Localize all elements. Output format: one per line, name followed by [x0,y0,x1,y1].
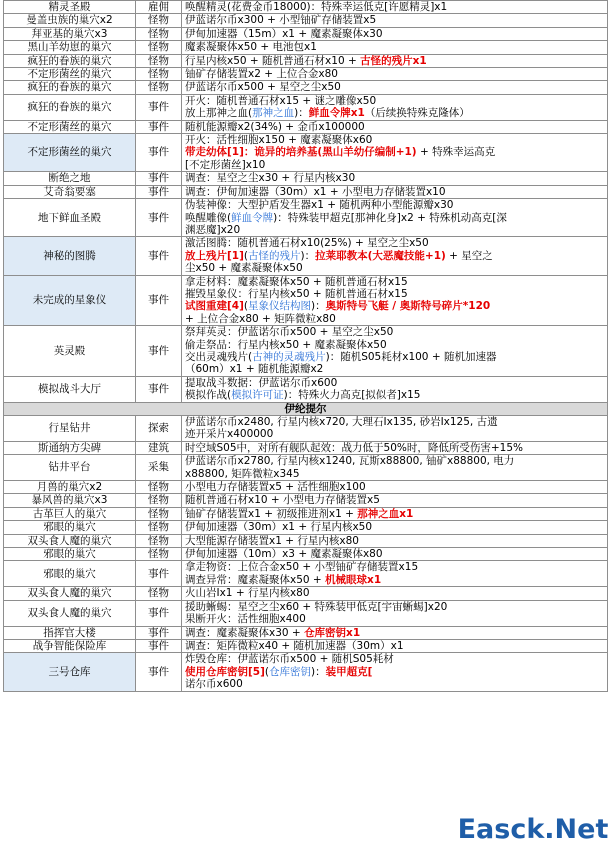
reward-text: 火山岩Ⅰx1 + 行星内核x80 [185,587,310,600]
reward-line [185,134,604,146]
reward-line [185,640,604,652]
reward-text: + 特殊幸运高克 [416,146,496,159]
type-cell: 事件 [136,199,182,237]
type-cell: 怪物 [136,548,182,561]
reward-text: )： [311,665,326,678]
table-row [4,600,608,626]
reward-text: )：特殊装甲超克[那神化身]x2 + 特殊机动高克[深 [273,211,507,224]
table-row [4,237,608,275]
reward-line [185,535,604,547]
location-name-cell: 疯狂的眷族的巢穴 [4,54,136,67]
reward-cell [182,376,608,402]
reward-text: 调查：星空之尘x30 + 行星内核x30 [185,172,356,185]
reward-text: )： [294,107,309,120]
reward-line [185,666,604,678]
reward-text: 开火：随机普通石材x15 + 谜之雕像x50 [185,94,377,107]
reward-cell [182,81,608,94]
reward-text: ( [243,249,249,262]
reward-line [185,548,604,560]
reward-text: 伊蓝诺尔币x2480, 行星内核x720, 大理石Ⅰx135, 砂岩Ⅰx125, 古遗 [185,416,498,428]
reward-text: 唤醒精灵(花费金币18000)：特殊幸运低克[许愿精灵]x1 [185,1,448,13]
location-name-cell: 钻井平台 [4,455,136,481]
reward-line [185,199,604,211]
reward-line [185,276,604,288]
reward-line [185,601,604,613]
key-item-text: 拉莱耶教本(大恶魔技能+1) [315,249,446,262]
reward-text: 随机普通石材x10 + 小型电力存储装置x5 [185,494,380,507]
reward-text: 伊蓝诺尔币x2780, 行星内核x1240, 瓦斯x88800, 铀矿x88800, 电力 [185,455,515,468]
reward-text: 提取战斗数据：伊蓝诺尔币x600 [185,376,338,389]
type-cell: 事件 [136,275,182,326]
reward-cell [182,534,608,547]
required-item-text: 星象仪结构图 [248,300,312,313]
reward-cell [182,481,608,494]
reward-line [185,41,604,53]
reward-line [185,95,604,107]
reward-cell [182,416,608,442]
key-item-text: 鲜血令牌x1 [308,107,365,120]
reward-line [185,455,604,467]
reward-text: 铀矿存储装置x2 + 上位合金x80 [185,68,338,81]
table-row [4,27,608,40]
reward-text: 随机能源瓣x2(34%) + 金币x100000 [185,120,365,133]
reward-line [185,313,604,325]
reward-line [185,561,604,573]
location-name-cell: 三号仓库 [4,653,136,691]
reward-line [185,262,604,274]
location-name-cell: 地下鲜血圣殿 [4,199,136,237]
reward-line [185,121,604,133]
reward-line [185,14,604,26]
table-row [4,481,608,494]
type-cell: 怪物 [136,14,182,27]
reward-line [185,351,604,363]
reward-cell [182,653,608,691]
location-name-cell: 古革巨人的巢穴 [4,507,136,520]
location-name-cell: 指挥官大楼 [4,626,136,639]
key-item-text: 机械眼球x1 [325,573,382,586]
required-item-text: 那神之血 [252,107,295,120]
reward-cell [182,185,608,198]
type-cell: 事件 [136,172,182,185]
reward-text: 铀矿存储装置x1 + 初级推进剂x1 + [185,507,358,520]
reward-line [185,416,604,428]
required-item-text: 仓库密钥 [269,665,312,678]
type-cell: 事件 [136,639,182,652]
reward-text: 放上那神之血( [185,107,253,120]
reward-text: 交出灵魂残片( [185,350,253,363]
location-name-cell: 战争智能保险库 [4,639,136,652]
key-item-text: 放上残片[1] [185,249,244,262]
table-row [4,81,608,94]
type-cell: 建筑 [136,441,182,454]
location-name-cell: 疯狂的眷族的巢穴 [4,94,136,120]
site-watermark [457,806,609,852]
table-row [4,14,608,27]
type-cell: 怪物 [136,587,182,600]
table-row [4,521,608,534]
reward-line [185,146,604,158]
reward-text: 摧毁星象仪：行星内核x50 + 随机普通石材x15 [185,287,408,300]
required-item-text: 模拟许可证 [231,389,284,402]
reward-text: 伪装神像：大型护盾发生器x1 + 随机两种小型能源瓣x30 [185,199,454,212]
reward-line [185,186,604,198]
table-row [4,587,608,600]
type-cell: 怪物 [136,27,182,40]
reward-text: 开火：活性细胞x150 + 魔素凝聚体x60 [185,134,373,147]
reward-line [185,81,604,93]
location-name-cell: 双头食人魔的巢穴 [4,600,136,626]
location-name-cell: 双头食人魔的巢穴 [4,534,136,547]
reward-line [185,653,604,665]
reward-cell [182,326,608,377]
type-cell: 事件 [136,653,182,691]
reward-text: 炸毁仓库：伊蓝诺尔币x500 + 随机S05耗材 [185,653,394,666]
reward-text: [不定形菌丝]x10 [185,158,266,171]
type-cell: 事件 [136,120,182,133]
type-cell: 事件 [136,94,182,120]
reward-text: + 星空之 [445,249,493,262]
reward-text: 调查：矩阵微粒x40 + 随机加速器（30m）x1 [185,639,404,652]
table-row [4,326,608,377]
reward-cell [182,199,608,237]
type-cell: 怪物 [136,41,182,54]
reward-text: 唤醒雕像( [185,211,232,224]
reward-text: 时空域S05中，对所有舰队起效：战力低于50%时，降低所受伤害+15% [185,441,523,454]
location-name-cell: 拜亚基的巢穴x3 [4,27,136,40]
location-name-cell: 邪眼的巢穴 [4,548,136,561]
reward-text: + 上位合金x80 + 矩阵微粒x80 [185,312,336,325]
reward-text: 伊甸加速器（10m）x3 + 魔素凝聚体x80 [185,548,383,561]
reward-text: 祭拜英灵：伊蓝诺尔币x500 + 星空之尘x50 [185,326,394,339]
location-name-cell: 艾奇翁要塞 [4,185,136,198]
reward-cell [182,494,608,507]
reward-line [185,339,604,351]
location-name-cell: 双头食人魔的巢穴 [4,587,136,600]
reward-line [185,613,604,625]
reward-text: 渊恶魔]x20 [185,223,241,236]
reward-text: 援助蜥蜴：星空之尘x60 + 特殊装甲低克[宇宙蜥蜴]x20 [185,600,448,613]
reward-line [185,521,604,533]
table-row [4,172,608,185]
reward-line [185,428,604,440]
reward-text: 行星内核x50 + 随机普通石材x10 + [185,54,361,67]
reward-cell [182,507,608,520]
reward-text: 魔素凝聚体x50 + 电池包x1 [185,41,317,54]
type-cell: 事件 [136,561,182,587]
key-item-text: 使用仓库密钥[5] [185,665,265,678]
reward-text: 诺尔币x600 [185,678,243,691]
loot-table [3,0,608,692]
reward-text: 小型电力存储装置x5 + 活性细胞x100 [185,481,366,494]
reward-text: )： [300,249,316,262]
type-cell: 怪物 [136,494,182,507]
reward-text: 果断开火：活性细胞x400 [185,613,306,626]
table-row [4,626,608,639]
table-row [4,639,608,652]
reward-line [185,627,604,639]
table-row [4,275,608,326]
reward-cell [182,626,608,639]
reward-text: 拿走材料：魔素凝聚体x50 + 随机普通石材x15 [185,275,408,288]
type-cell: 怪物 [136,507,182,520]
reward-cell [182,94,608,120]
reward-cell [182,275,608,326]
type-cell: 事件 [136,134,182,172]
location-name-cell: 精灵圣殿 [4,1,136,14]
key-item-text: 仓库密钥x1 [304,626,361,639]
reward-cell [182,1,608,14]
location-name-cell: 模拟战斗大厅 [4,376,136,402]
type-cell: 事件 [136,626,182,639]
reward-line [185,389,604,401]
location-name-cell: 断绝之地 [4,172,136,185]
reward-text: 大型能源存储装置x1 + 行星内核x80 [185,534,359,547]
key-item-text: 试图重建[4] [185,300,244,313]
reward-text: 迹开采片x400000 [185,428,274,441]
location-name-cell: 未完成的星象仪 [4,275,136,326]
type-cell: 事件 [136,600,182,626]
reward-text: 拿走物资：上位合金x50 + 小型铀矿存储装置x15 [185,561,419,574]
location-name-cell: 不定形菌丝的巢穴 [4,68,136,81]
location-name-cell: 黑山羊幼崽的巢穴 [4,41,136,54]
reward-line [185,377,604,389]
required-item-text: 鲜血令牌 [231,211,274,224]
required-item-text: 古神的灵魂残片 [252,350,326,363]
reward-line [185,224,604,236]
reward-cell [182,134,608,172]
type-cell: 怪物 [136,521,182,534]
table-row [4,494,608,507]
reward-cell [182,14,608,27]
reward-text: 激活图腾：随机普通石材x10(25%) + 星空之尘x50 [185,237,429,250]
reward-line [185,494,604,506]
table-row [4,653,608,691]
reward-cell [182,587,608,600]
reward-text: 伊蓝诺尔币x300 + 小型铀矿存储装置x5 [185,14,377,27]
reward-text: 伊蓝诺尔币x500 + 星空之尘x50 [185,81,341,94]
location-name-cell: 疯狂的眷族的巢穴 [4,81,136,94]
watermark-text: Easck.Net [457,813,609,845]
location-name-cell: 曼盖虫族的巢穴x2 [4,14,136,27]
reward-line [185,68,604,80]
reward-cell [182,172,608,185]
reward-cell [182,27,608,40]
loot-table-body [4,1,608,692]
reward-text: 伊甸加速器（15m）x1 + 魔素凝聚体x30 [185,27,383,40]
reward-cell [182,54,608,67]
reward-line [185,442,604,454]
reward-cell [182,68,608,81]
reward-line [185,326,604,338]
type-cell: 雇佣 [136,1,182,14]
location-name-cell: 斯通纳方尖碑 [4,441,136,454]
reward-cell [182,455,608,481]
location-name-cell: 邪眼的巢穴 [4,521,136,534]
type-cell: 事件 [136,326,182,377]
location-name-cell: 邪眼的巢穴 [4,561,136,587]
reward-text: )：特殊火力高克[拟似者]x15 [283,389,421,402]
type-cell: 事件 [136,237,182,275]
table-row [4,416,608,442]
table-row [4,561,608,587]
type-cell: 怪物 [136,68,182,81]
key-item-text: 带走幼体[1]：诡异的培养基(黑山羊幼仔编制+1) [185,146,417,159]
reward-line [185,250,604,262]
reward-line [185,28,604,40]
reward-text: （后续换特殊克隆体） [364,107,470,120]
section-title: 伊纶提尔 [4,402,608,415]
reward-text: x88800, 矩阵微粒x345 [185,467,300,480]
type-cell: 怪物 [136,54,182,67]
reward-text: 模拟作战( [185,389,232,402]
reward-line [185,212,604,224]
reward-text: ( [243,300,249,313]
reward-line [185,678,604,690]
reward-cell [182,639,608,652]
reward-line [185,55,604,67]
table-row [4,441,608,454]
reward-cell [182,600,608,626]
section-header-row [4,402,608,415]
table-row [4,68,608,81]
reward-text: )：随机S05耗材x100 + 随机加速器 [325,350,497,363]
reward-line [185,237,604,249]
table-row [4,41,608,54]
reward-cell [182,561,608,587]
type-cell: 怪物 [136,481,182,494]
reward-text: 调查：魔素凝聚体x30 + [185,626,305,639]
type-cell: 采集 [136,455,182,481]
reward-line [185,481,604,493]
reward-line [185,300,604,312]
table-row [4,548,608,561]
location-name-cell: 月兽的巢穴x2 [4,481,136,494]
reward-cell [182,548,608,561]
reward-text: （60m）x1 + 随机能源瓣x2 [185,363,324,376]
required-item-text: 古怪的残片 [248,249,301,262]
location-name-cell: 神秘的图腾 [4,237,136,275]
reward-line [185,288,604,300]
key-item-text: 古怪的残片x1 [360,54,427,67]
table-row [4,455,608,481]
key-item-text: 装甲超克[ [325,665,373,678]
table-row [4,120,608,133]
reward-line [185,587,604,599]
reward-cell [182,237,608,275]
table-row [4,1,608,14]
reward-line [185,574,604,586]
type-cell: 怪物 [136,81,182,94]
reward-line [185,468,604,480]
reward-text: )： [311,300,326,313]
table-row [4,199,608,237]
type-cell: 事件 [136,376,182,402]
table-row [4,94,608,120]
reward-text: 调查：伊甸加速器（30m）x1 + 小型电力存储装置x10 [185,185,446,198]
table-row [4,185,608,198]
reward-line [185,1,604,13]
reward-text: 尘x50 + 魔素凝聚体x50 [185,262,303,275]
location-name-cell: 行星钻井 [4,416,136,442]
location-name-cell: 暴风兽的巢穴x3 [4,494,136,507]
table-row [4,507,608,520]
type-cell: 事件 [136,185,182,198]
table-row [4,134,608,172]
key-item-text: 奥斯特号飞艇 / 奥斯特号碎片*120 [325,300,491,313]
reward-text: 伊甸加速器（30m）x1 + 行星内核x50 [185,521,373,534]
type-cell: 探索 [136,416,182,442]
reward-line [185,363,604,375]
reward-line [185,107,604,119]
reward-cell [182,521,608,534]
reward-line [185,159,604,171]
table-row [4,376,608,402]
location-name-cell: 不定形菌丝的巢穴 [4,120,136,133]
location-name-cell: 英灵殿 [4,326,136,377]
key-item-text: 那神之血x1 [357,507,414,520]
reward-cell [182,41,608,54]
type-cell: 怪物 [136,534,182,547]
reward-text: 偷走祭品：行星内核x50 + 魔素凝聚体x50 [185,338,387,351]
reward-line [185,508,604,520]
table-row [4,54,608,67]
reward-cell [182,441,608,454]
reward-line [185,172,604,184]
reward-text: ( [264,665,270,678]
reward-cell [182,120,608,133]
reward-text: 调查异常：魔素凝聚体x50 + [185,573,326,586]
table-row [4,534,608,547]
location-name-cell: 不定形菌丝的巢穴 [4,134,136,172]
